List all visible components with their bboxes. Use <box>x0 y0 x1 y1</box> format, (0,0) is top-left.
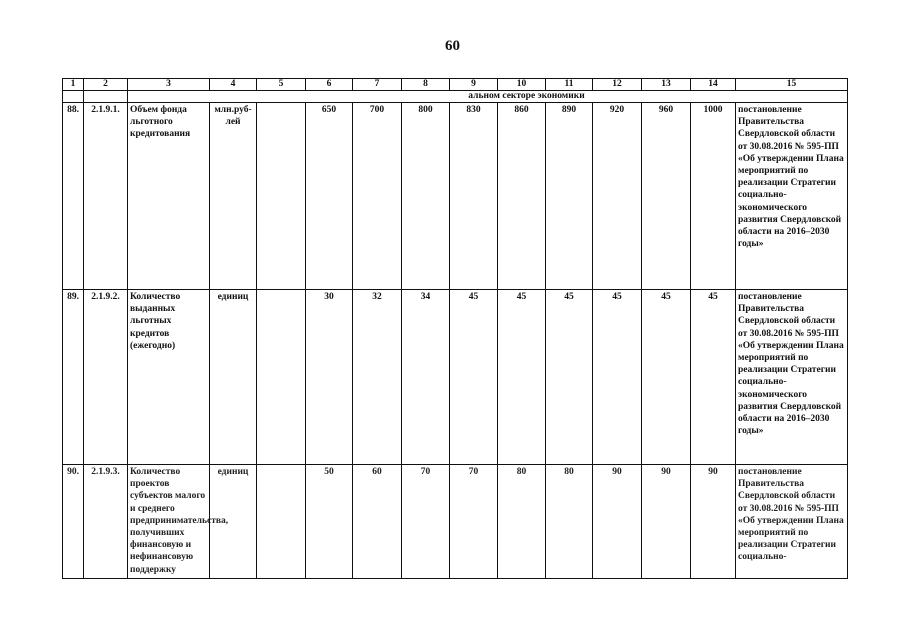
value-cell: 1000 <box>691 103 736 290</box>
value-cell: 45 <box>450 290 498 465</box>
row-number: 90. <box>63 465 84 579</box>
value-cell: 860 <box>498 103 546 290</box>
row-number: 89. <box>63 290 84 465</box>
value-cell: 90 <box>642 465 691 579</box>
value-cell: 830 <box>450 103 498 290</box>
value-cell: 34 <box>402 290 450 465</box>
value-cell: 60 <box>353 465 402 579</box>
indicator-name: Количество выданных льготных кредитов (ежегодно) <box>128 290 210 465</box>
value-cell: 80 <box>498 465 546 579</box>
value-cell: 90 <box>593 465 642 579</box>
header-cell: 8 <box>402 79 450 91</box>
indicator-name: Количество проектов субъектов малого и среднего предпринимательства, получивших финансовую и нефинансовую поддержку <box>128 465 210 579</box>
header-cell: 11 <box>546 79 593 91</box>
value-cell: 45 <box>691 290 736 465</box>
row-number: 88. <box>63 103 84 290</box>
header-cell: 2 <box>84 79 128 91</box>
header-cell: 1 <box>63 79 84 91</box>
header-cell: 13 <box>642 79 691 91</box>
empty-cell <box>257 290 306 465</box>
unit-cell: единиц <box>210 465 257 579</box>
indicators-table <box>62 78 848 579</box>
row-code: 2.1.9.2. <box>84 290 128 465</box>
value-cell: 45 <box>498 290 546 465</box>
header-cell: 12 <box>593 79 642 91</box>
row-code: 2.1.9.1. <box>84 103 128 290</box>
header-row <box>63 79 848 91</box>
value-cell: 700 <box>353 103 402 290</box>
unit-cell: единиц <box>210 290 257 465</box>
value-cell: 70 <box>402 465 450 579</box>
empty-cell <box>257 465 306 579</box>
value-cell: 80 <box>546 465 593 579</box>
value-cell: 32 <box>353 290 402 465</box>
source-document: постановление Правительства Свердловской области от 30.08.2016 № 595-ПП «Об утверждении Плана мероприятий по реализации Стратегии социально-экономического развития Свердловской области на 2016–2030 годы» <box>736 290 848 465</box>
table-row <box>63 465 848 579</box>
value-cell: 45 <box>642 290 691 465</box>
value-cell: 50 <box>306 465 353 579</box>
header-cell: 6 <box>306 79 353 91</box>
header-cell: 14 <box>691 79 736 91</box>
row-code: 2.1.9.3. <box>84 465 128 579</box>
value-cell: 920 <box>593 103 642 290</box>
header-cell: 7 <box>353 79 402 91</box>
table-row <box>63 290 848 465</box>
page-number: 60 <box>445 38 460 54</box>
value-cell: 960 <box>642 103 691 290</box>
value-cell: 45 <box>593 290 642 465</box>
source-document: постановление Правительства Свердловской области от 30.08.2016 № 595-ПП «Об утверждении Плана мероприятий по реализации Стратегии социально-экономического развития Свердловской области на 2016–2030 годы» <box>736 103 848 290</box>
value-cell: 890 <box>546 103 593 290</box>
value-cell: 650 <box>306 103 353 290</box>
header-cell: 4 <box>210 79 257 91</box>
source-document: постановление Правительства Свердловской области от 30.08.2016 № 595-ПП «Об утверждении Плана мероприятий по реализации Стратегии социально- <box>736 465 848 579</box>
value-cell: 90 <box>691 465 736 579</box>
value-cell: 30 <box>306 290 353 465</box>
table-row <box>63 103 848 290</box>
section-title: альном секторе экономики <box>128 91 848 103</box>
section-row <box>63 91 848 103</box>
header-cell: 15 <box>736 79 848 91</box>
value-cell: 800 <box>402 103 450 290</box>
value-cell: 45 <box>546 290 593 465</box>
header-cell: 9 <box>450 79 498 91</box>
header-cell: 5 <box>257 79 306 91</box>
header-cell: 10 <box>498 79 546 91</box>
value-cell: 70 <box>450 465 498 579</box>
header-cell: 3 <box>128 79 210 91</box>
empty-cell <box>257 103 306 290</box>
unit-cell: млн.руб-лей <box>210 103 257 290</box>
indicator-name: Объем фонда льготного кредитования <box>128 103 210 290</box>
